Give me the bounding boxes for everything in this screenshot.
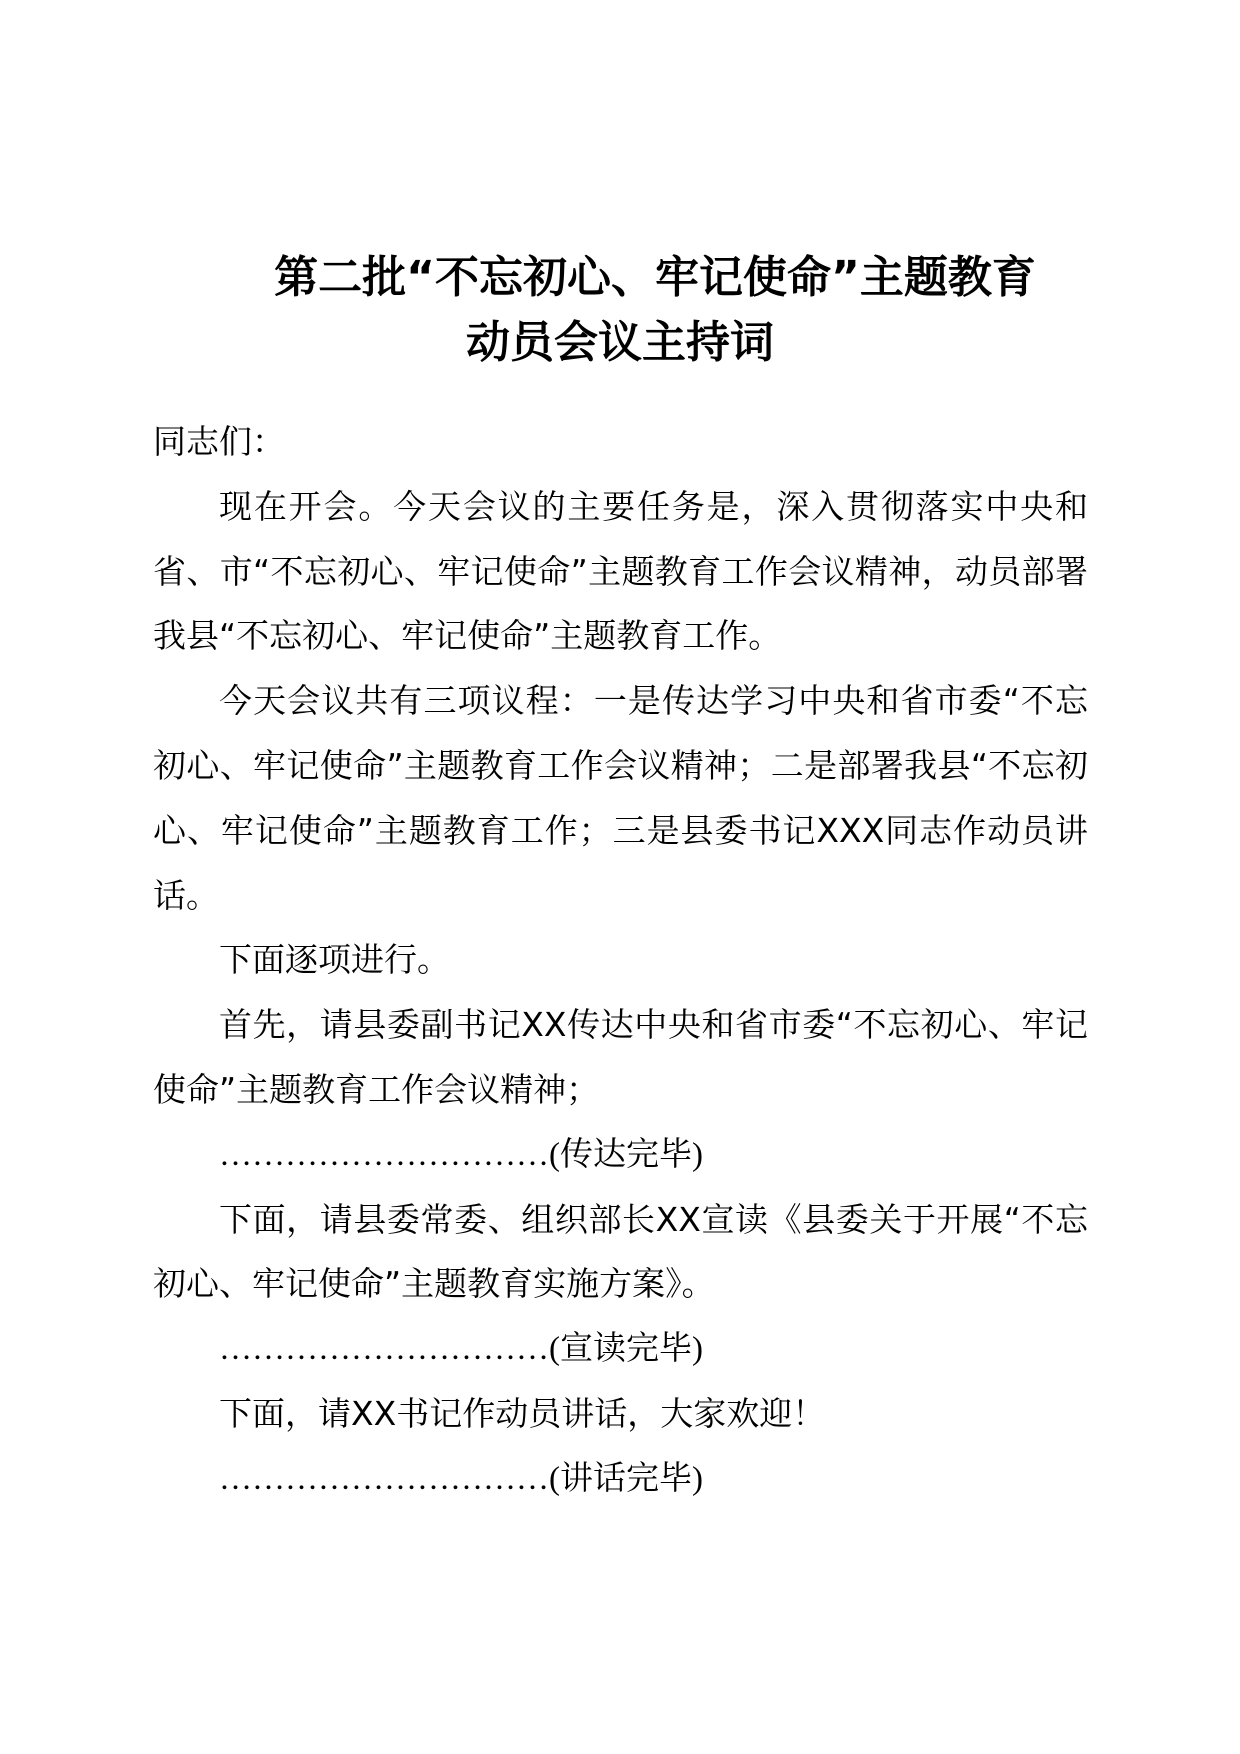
progress-note-reading: …………………………(宣读完毕)	[219, 1331, 703, 1368]
paragraph-proceed: 下面逐项进行。	[219, 940, 450, 980]
paragraph-agenda: 今天会议共有三项议程：一是传达学习中央和省市委“不忘初心、牢记使命”主题教育工作会议精神；二是部署我县“不忘初心、牢记使命”主题教育工作；三是县委书记XXX同志作动员讲话。	[153, 681, 1088, 915]
paragraph-third-item: 下面，请XX书记作动员讲话，大家欢迎！	[219, 1393, 826, 1433]
paragraph-opening: 现在开会。今天会议的主要任务是，深入贯彻落实中央和省、市“不忘初心、牢记使命”主题教育工作会议精神，动员部署我县“不忘初心、牢记使命”主题教育工作。	[153, 486, 1088, 656]
document-title-line-1: 第二批“不忘初心、牢记使命”主题教育	[274, 252, 1036, 303]
salutation: 同志们：	[153, 422, 285, 461]
document-body	[153, 410, 1088, 1512]
document-title-line-2: 动员会议主持词	[466, 317, 774, 368]
paragraph-second-item: 下面，请县委常委、组织部长XX宣读《县委关于开展“不忘初心、牢记使命”主题教育实施方案》。	[153, 1199, 1088, 1304]
progress-note-relay: …………………………(传达完毕)	[219, 1136, 703, 1173]
progress-note-speech: …………………………(讲话完毕)	[219, 1460, 703, 1497]
paragraph-first-item: 首先，请县委副书记XX传达中央和省市委“不忘初心、牢记使命”主题教育工作会议精神；	[153, 1005, 1088, 1109]
